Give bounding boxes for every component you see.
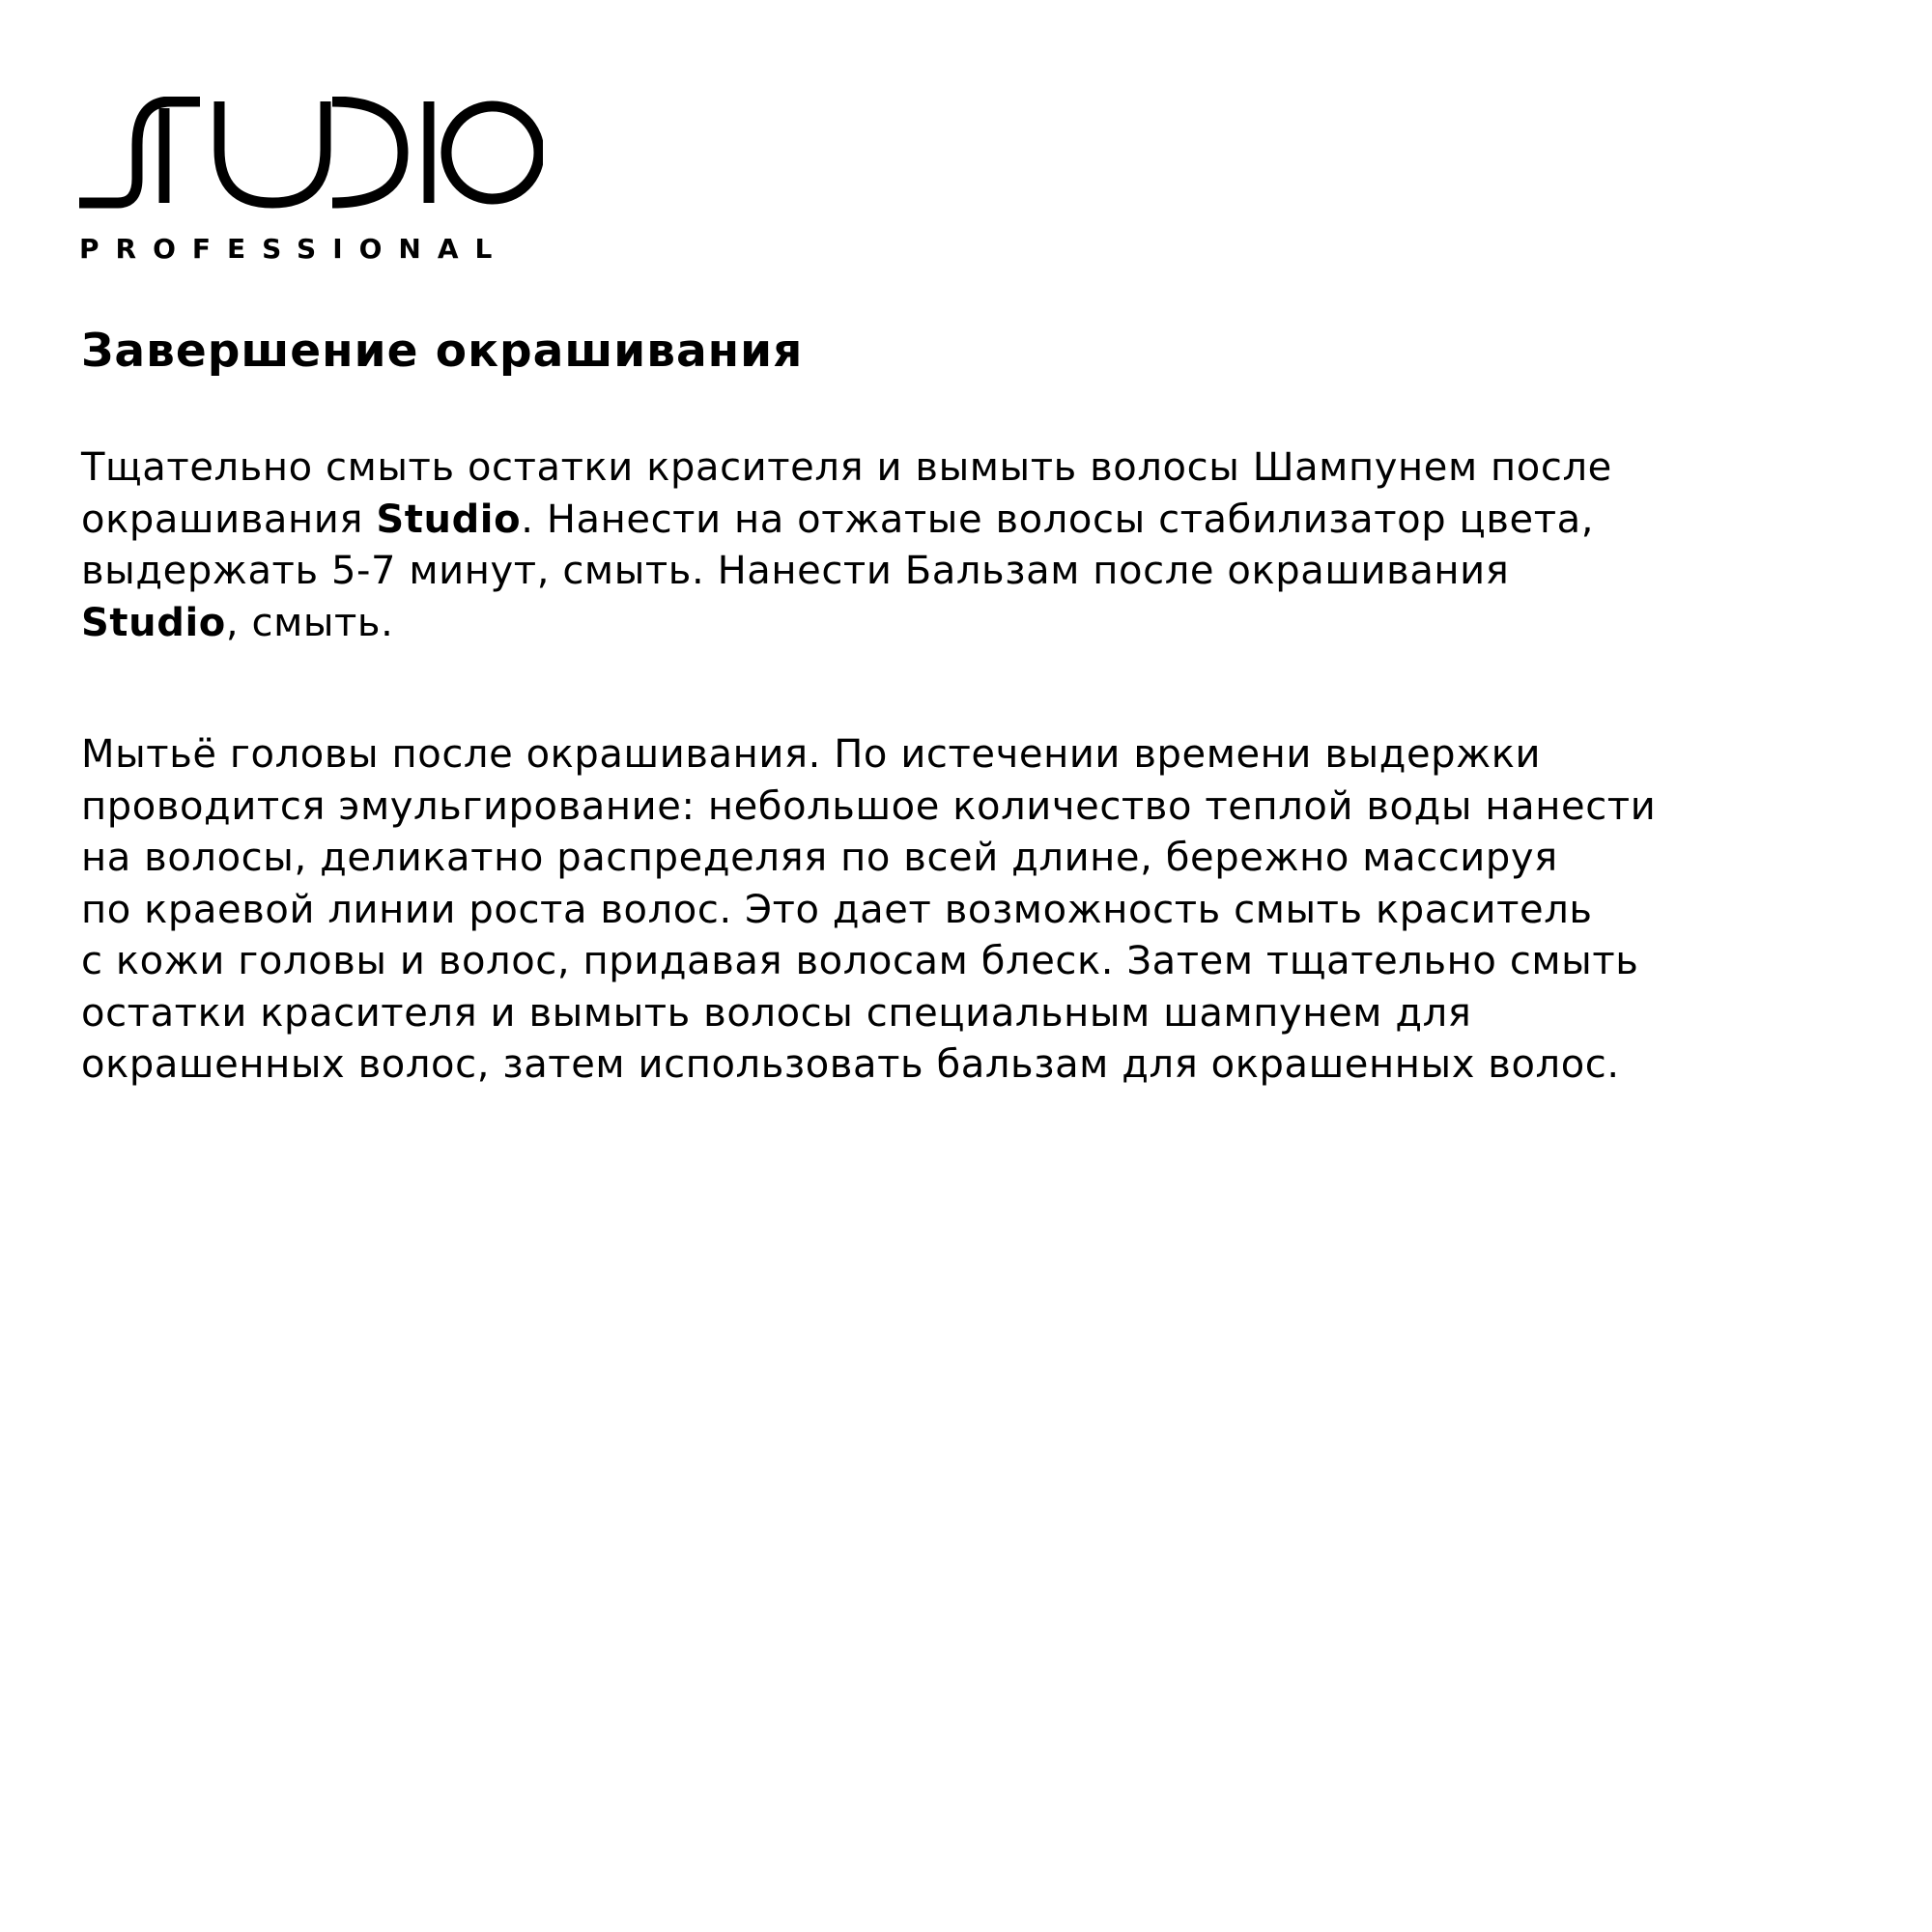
paragraph1-line4 [81,598,1612,650]
paragraph1-line2 [81,495,1612,547]
studio-logo-mark [79,97,543,270]
paragraph1-line2-text-rest: . Нанести на отжатые волосы стабилизатор цвета, [521,497,1595,542]
paragraph2-line: по краевой линии роста волос. Это дает возможность смыть краситель [81,887,1593,932]
paragraph2-line: с кожи головы и волос, придавая волосам блеск. Затем тщательно смыть [81,939,1639,983]
paragraph2-line: Мытьё головы после окрашивания. По истечении времени выдержки [81,732,1542,777]
logo-subtitle: PROFESSIONAL [79,233,509,265]
brand-studio: Studio [376,497,522,542]
paragraph1-line4-text: , смыть. [225,600,394,645]
brand-studio: Studio [81,600,226,645]
paragraph2-line: окрашенных волос, затем использовать бальзам для окрашенных волос. [81,1042,1620,1087]
paragraph1-line3: выдержать 5-7 минут, смыть. Нанести Бальзам после окрашивания [81,549,1510,593]
paragraph2-line: проводится эмульгирование: небольшое количество теплой воды нанести [81,783,1657,829]
page-title: Завершение окрашивания [81,325,804,378]
paragraph-finishing [81,442,1612,649]
paragraph1-line2-text: окрашивания [81,497,377,542]
paragraph2-line: на волосы, деликатно распределяя по всей длине, бережно массируя [81,836,1558,880]
paragraph-washing [81,729,1656,1092]
studio-professional-logo [79,97,543,270]
paragraph2-line: остатки красителя и вымыть волосы специальным шампунем для [81,990,1472,1036]
paragraph1-line1: Тщательно смыть остатки красителя и вымыть волосы Шампунем после [81,445,1612,490]
